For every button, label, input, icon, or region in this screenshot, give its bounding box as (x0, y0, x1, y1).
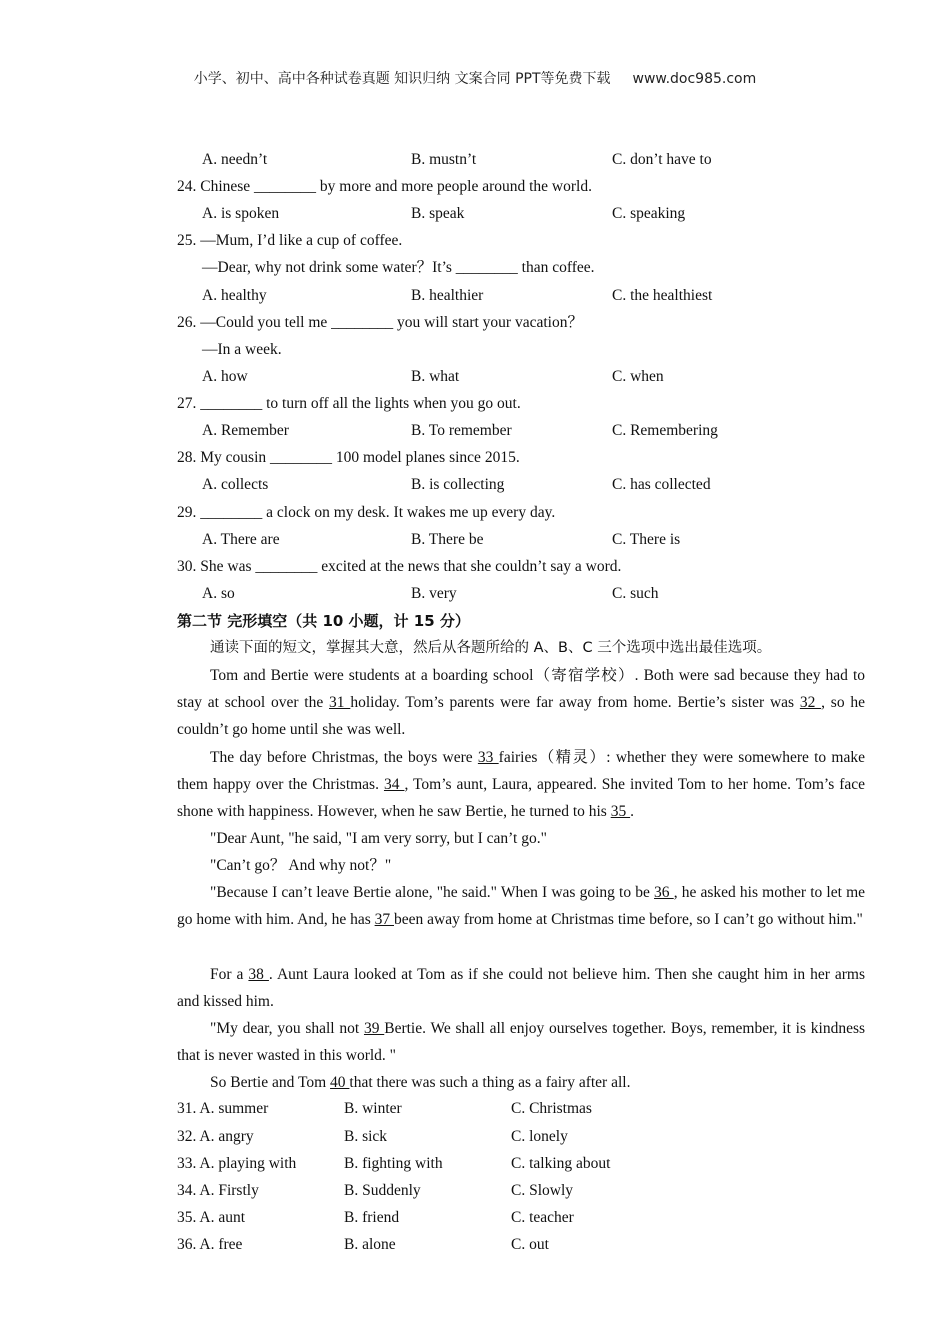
question-stem: 29. ________ a clock on my desk. It wakes me up every day. (177, 504, 556, 521)
passage-paragraph-5 (177, 879, 865, 933)
passage-text: "Because I can’t leave Bertie alone, "he said." When I was going to be (210, 884, 655, 901)
option-b: B. There be (411, 531, 484, 548)
option-b: B. winter (344, 1100, 402, 1117)
option-c: C. when (612, 368, 664, 385)
option-a: A. needn’t (202, 151, 268, 168)
passage-text: . (630, 803, 634, 821)
passage-text: For a (210, 966, 249, 983)
passage-text: , so he couldn’t go home until she was well. (177, 694, 865, 739)
option-a: A. healthy (202, 287, 267, 304)
passage-text: "Can’t go？ And why not？" (210, 857, 392, 874)
question-stem-reply: —Dear, why not drink some water？It’s ________ than coffee. (202, 259, 595, 276)
option-c: C. the healthiest (612, 287, 713, 304)
passage-paragraph-2 (177, 744, 865, 826)
option-a: 31. A. summer (177, 1100, 269, 1117)
blank-36: 36 (654, 884, 674, 901)
option-b: B. is collecting (411, 476, 505, 493)
passage-text: fairies（精灵）: whether they were somewhere to make them happy over the Christmas. (177, 749, 866, 794)
option-c: C. There is (612, 531, 681, 548)
option-b: B. very (411, 585, 457, 602)
passage-text: Bertie. We shall all enjoy ourselves together. Boys, remember, it is kindness that is never wasted in this world. " (177, 1020, 866, 1065)
header-text: 小学、初中、高中各种试卷真题 知识归纳 文案合同 PPT等免费下载 (193, 71, 611, 87)
option-b: B. Suddenly (344, 1182, 421, 1199)
passage-text: that there was such a thing as a fairy after all. (349, 1074, 631, 1091)
passage-paragraph-3 (177, 825, 865, 852)
passage-paragraph-6 (177, 961, 865, 1015)
blank-31: 31 (329, 694, 351, 712)
question-stem: 30. She was ________ excited at the news that she couldn’t say a word. (177, 558, 622, 575)
question-stem-reply: —In a week. (202, 341, 282, 358)
option-b: B. fighting with (344, 1155, 443, 1172)
option-b: B. speak (411, 205, 465, 222)
passage-paragraph-4 (177, 852, 865, 879)
blank-38: 38 (248, 966, 269, 983)
passage-text: "My dear, you shall not (210, 1020, 364, 1037)
option-b: B. friend (344, 1209, 400, 1226)
section-title: 第二节 完形填空（共 10 小题，计 15 分） (177, 612, 470, 630)
option-b: B. To remember (411, 422, 512, 439)
question-stem: 25. —Mum, I’d like a cup of coffee. (177, 232, 403, 249)
option-c: C. teacher (511, 1209, 574, 1226)
option-a: A. is spoken (202, 205, 280, 222)
blank-39: 39 (363, 1020, 385, 1037)
option-c: C. talking about (511, 1155, 611, 1172)
option-a: A. so (202, 585, 235, 602)
question-stem: 26. —Could you tell me ________ you will start your vacation？ (177, 314, 583, 331)
option-c: C. out (511, 1236, 549, 1253)
blank-34: 34 (383, 776, 405, 794)
option-a: A. Remember (202, 422, 289, 439)
blank-33: 33 (477, 749, 499, 766)
option-a: 36. A. free (177, 1236, 243, 1253)
option-b: B. mustn’t (411, 151, 477, 168)
option-c: C. speaking (612, 205, 686, 222)
option-a: 35. A. aunt (177, 1209, 246, 1226)
option-b: B. alone (344, 1236, 396, 1253)
passage-paragraph-8 (177, 1069, 865, 1096)
passage-text: "Dear Aunt, "he said, "I am very sorry, but I can’t go." (210, 830, 547, 847)
option-a: A. collects (202, 476, 269, 493)
section-instruction: 通读下面的短文，掌握其大意，然后从各题所给的 A、B、C 三个选项中选出最佳选项。 (210, 640, 772, 656)
question-stem: 24. Chinese ________ by more and more people around the world. (177, 178, 592, 195)
option-c: C. Remembering (612, 422, 718, 439)
page-header (0, 68, 950, 88)
passage-text: . Aunt Laura looked at Tom as if she could not believe him. Then she caught him in her arms and kissed him. (177, 966, 865, 1011)
option-c: C. Slowly (511, 1182, 574, 1199)
passage-text: So Bertie and Tom (210, 1074, 331, 1091)
option-c: C. has collected (612, 476, 711, 493)
passage-text: The day before Christmas, the boys were (210, 749, 478, 766)
blank-37: 37 (374, 911, 394, 929)
option-c: C. don’t have to (612, 151, 712, 168)
option-b: B. what (411, 368, 460, 385)
passage-text: Tom and Bertie were students at a boarding school（寄宿学校）. Both were sad because they had to stay at school over the (177, 667, 865, 712)
option-c: C. lonely (511, 1128, 568, 1145)
blank-35: 35 (610, 803, 631, 821)
option-b: B. healthier (411, 287, 484, 304)
option-a: 34. A. Firstly (177, 1182, 259, 1199)
blank-32: 32 (799, 694, 822, 712)
question-stem: 28. My cousin ________ 100 model planes since 2015. (177, 449, 520, 466)
passage-paragraph-7 (177, 1015, 865, 1069)
passage-text: been away from home at Christmas time before, so I can’t go without him." (394, 911, 863, 929)
option-a: A. There are (202, 531, 280, 548)
option-a: A. how (202, 368, 248, 385)
option-a: 32. A. angry (177, 1128, 254, 1145)
passage-text: , he asked his mother to let me go home with him. And, he has (177, 884, 865, 929)
passage-text: holiday. Tom’s parents were far away from home. Bertie’s sister was (350, 694, 800, 712)
passage-paragraph-1 (177, 662, 865, 744)
option-a: 33. A. playing with (177, 1155, 297, 1172)
question-stem: 27. ________ to turn off all the lights when you go out. (177, 395, 521, 412)
option-b: B. sick (344, 1128, 388, 1145)
passage-text: , Tom’s aunt, Laura, appeared. She invited Tom to her home. Tom’s face shone with happiness. However, when he saw Bertie, he turned to his (177, 776, 866, 821)
option-c: C. Christmas (511, 1100, 592, 1117)
option-c: C. such (612, 585, 659, 602)
header-url[interactable]: www.doc985.com (632, 71, 757, 87)
blank-40: 40 (330, 1074, 350, 1091)
